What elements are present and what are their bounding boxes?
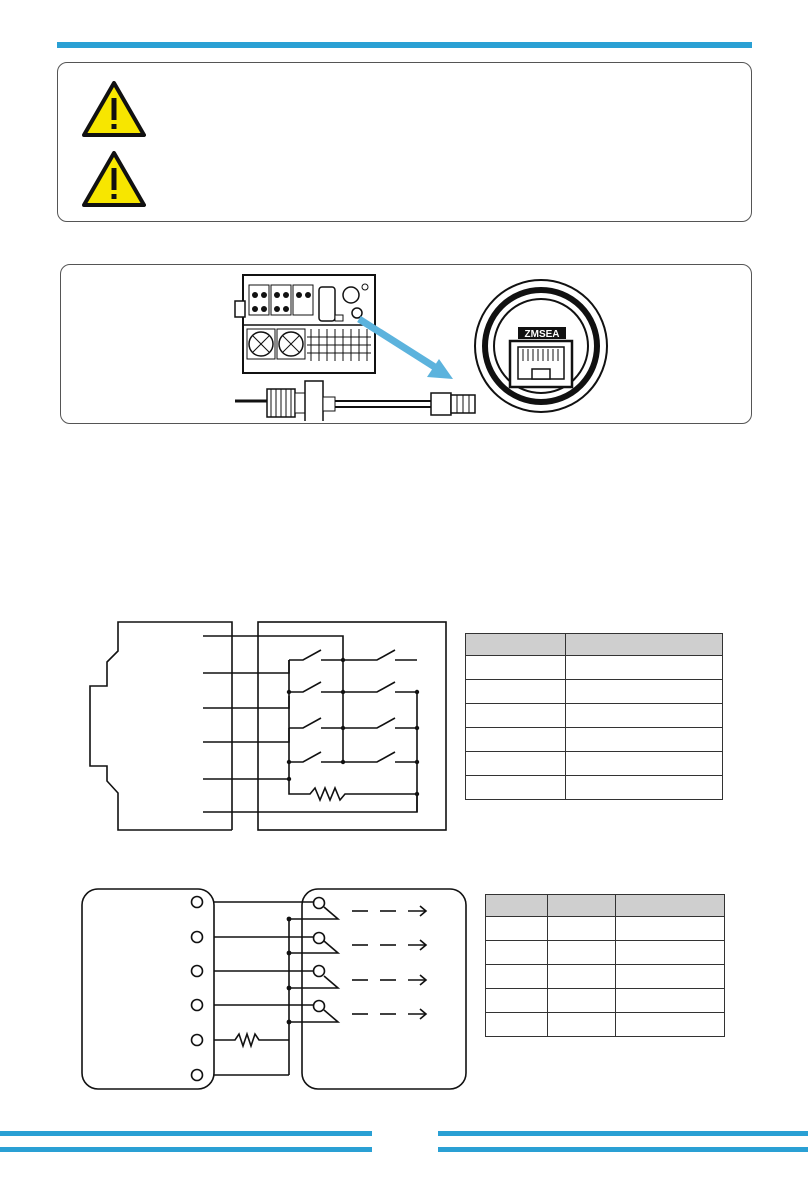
- inverter-illustration: [231, 271, 481, 421]
- table-cell: [616, 1013, 725, 1037]
- table-row: [466, 728, 723, 752]
- table-header-cell: [486, 895, 548, 917]
- table-header-cell: [547, 895, 616, 917]
- table-cell: [616, 941, 725, 965]
- table-row: [486, 941, 725, 965]
- table-row: [466, 680, 723, 704]
- table-cell: [616, 989, 725, 1013]
- table-cell: [486, 1013, 548, 1037]
- device-label: ZMSEA: [524, 329, 560, 340]
- relay-table-1: [465, 633, 723, 800]
- table-cell: [565, 680, 722, 704]
- table-row: [466, 752, 723, 776]
- table-cell: [466, 776, 566, 800]
- table-cell: [486, 989, 548, 1013]
- header-rule: [57, 42, 752, 48]
- table-cell: [547, 1013, 616, 1037]
- table-row: [486, 1013, 725, 1037]
- warning-triangle-icon: [82, 81, 146, 137]
- table-cell: [565, 776, 722, 800]
- table-cell: [547, 941, 616, 965]
- table-row: [466, 656, 723, 680]
- table-header-row: [486, 895, 725, 917]
- table-header-cell: [466, 634, 566, 656]
- table-cell: [616, 965, 725, 989]
- rj45-port-illustration: [466, 271, 616, 421]
- footer-rule-left-top: [0, 1131, 372, 1136]
- warning-triangle-icon: [82, 151, 146, 207]
- table-cell: [466, 680, 566, 704]
- table-cell: [547, 917, 616, 941]
- relay-wiring-diagram-2: [80, 885, 470, 1095]
- table-cell: [466, 728, 566, 752]
- warning-box: [57, 62, 752, 222]
- table-cell: [486, 965, 548, 989]
- table-header-cell: [565, 634, 722, 656]
- table-cell: [565, 728, 722, 752]
- table-cell: [486, 917, 548, 941]
- table-row: [466, 704, 723, 728]
- table-cell: [547, 965, 616, 989]
- footer-rule-right-bottom: [438, 1147, 808, 1152]
- table-row: [486, 965, 725, 989]
- table-header-cell: [616, 895, 725, 917]
- relay-table-2: [485, 894, 725, 1037]
- table-cell: [565, 704, 722, 728]
- table-cell: [565, 752, 722, 776]
- table-cell: [547, 989, 616, 1013]
- table-cell: [466, 752, 566, 776]
- table-row: [486, 917, 725, 941]
- table-cell: [466, 656, 566, 680]
- device-figure-box: [60, 264, 752, 424]
- table-row: [486, 989, 725, 1013]
- relay-wiring-diagram-1: [85, 618, 455, 833]
- footer-rule-right-top: [438, 1131, 808, 1136]
- footer-rule-left-bottom: [0, 1147, 372, 1152]
- table-cell: [486, 941, 548, 965]
- table-cell: [616, 917, 725, 941]
- table-header-row: [466, 634, 723, 656]
- table-row: [466, 776, 723, 800]
- table-cell: [466, 704, 566, 728]
- table-cell: [565, 656, 722, 680]
